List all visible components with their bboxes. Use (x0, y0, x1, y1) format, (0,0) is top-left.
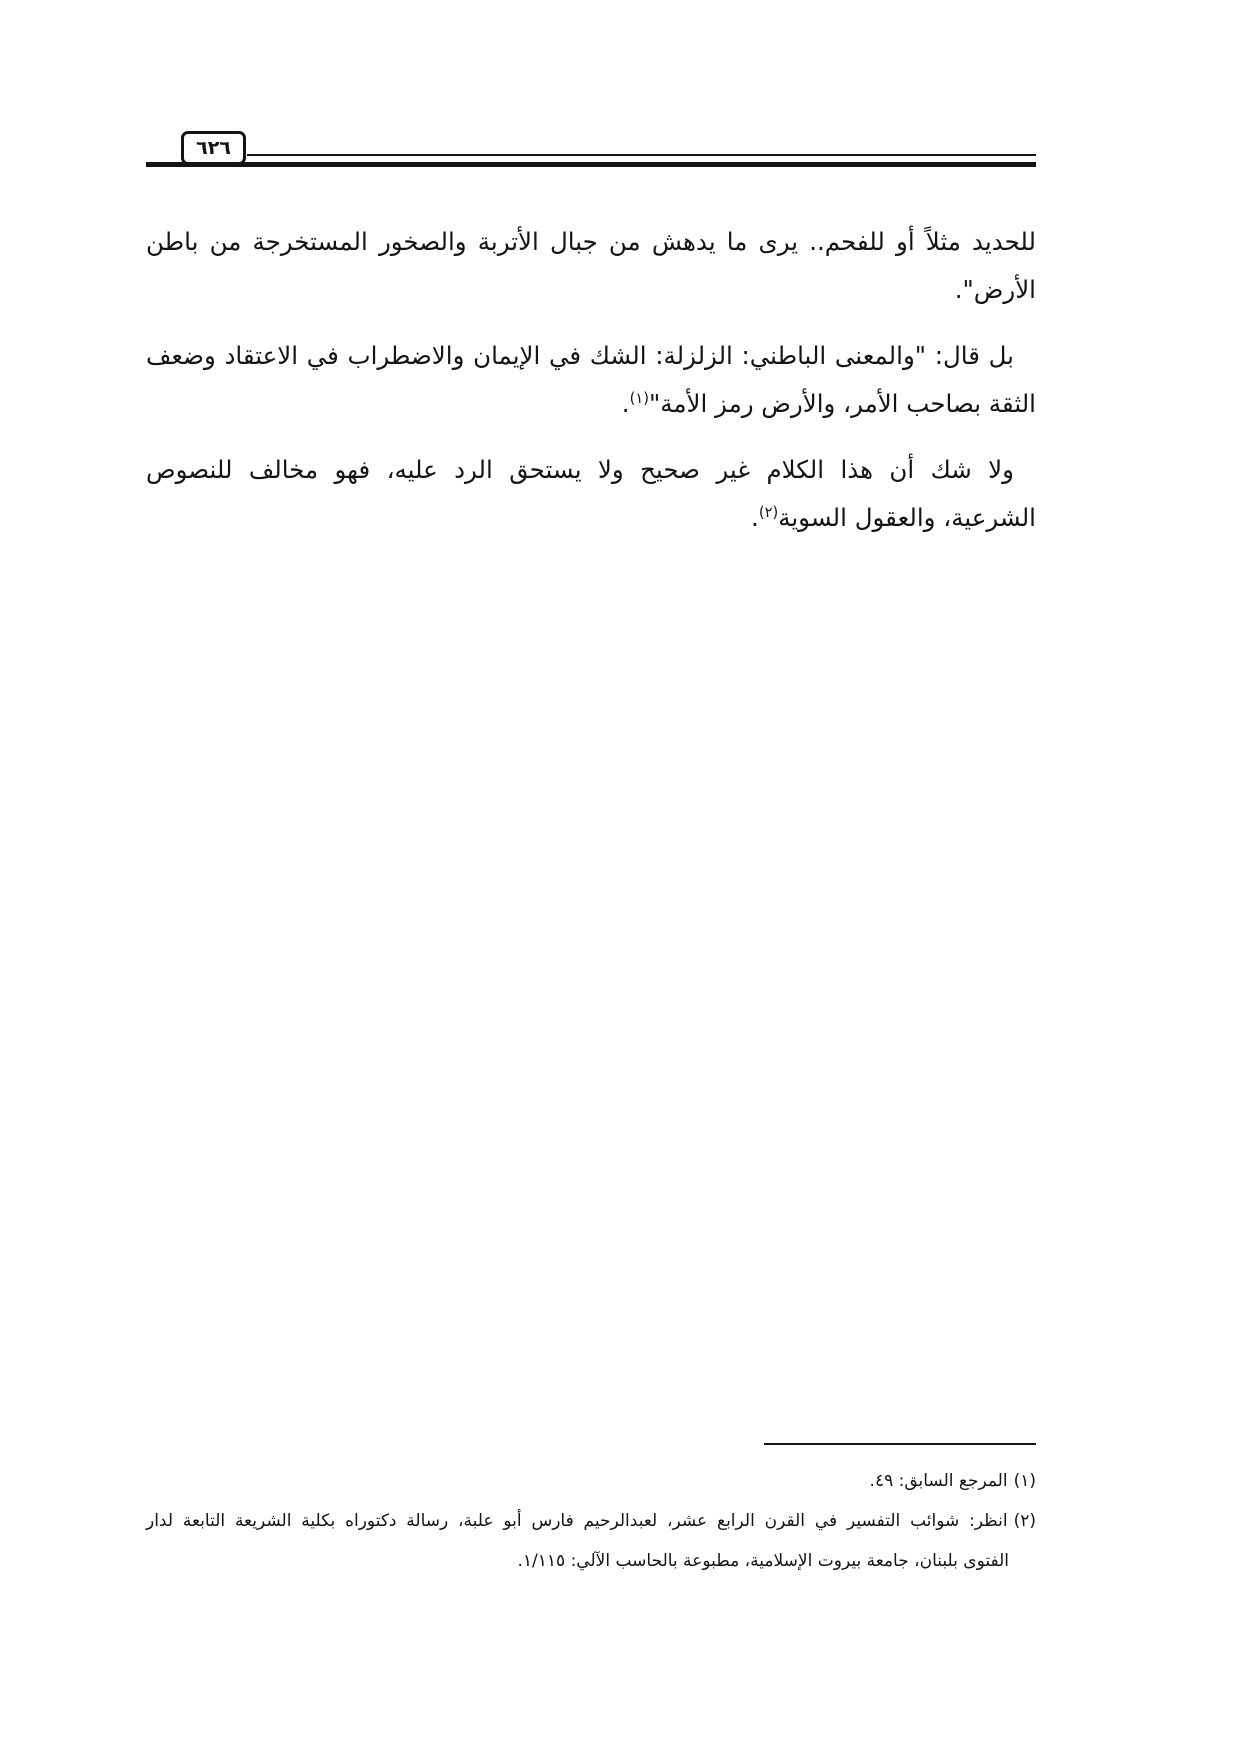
page-number: ٦٢٦ (196, 136, 231, 159)
footnote (146, 1501, 1036, 1581)
footnote (146, 1461, 1036, 1501)
header-rule-thick (146, 162, 1036, 167)
page-number-box (181, 131, 246, 165)
footnote-ref: (١) (629, 389, 649, 407)
text-line: بل قال: "والمعنى الباطني: الزلزلة: الشك في الإيمان والاضطراب في الاعتقاد وضعف (146, 341, 1014, 370)
footnote-text: الفتوى بلبنان، جامعة بيروت الإسلامية، مطبوعة بالحاسب الآلي: ١/١١٥. (517, 1551, 1009, 1571)
footnote-line (146, 1541, 1036, 1581)
text-line: للحديد مثلاً أو للفحم.. يرى ما يدهش من جبال الأتربة والصخور المستخرجة من باطن (146, 227, 1036, 256)
text-line (146, 380, 1036, 428)
footnote-text: انظر: شوائب التفسير في القرن الرابع عشر، لعبدالرحيم فارس أبو علبة، رسالة دكتوراه بكلية الشريعة التابعة لدار (146, 1511, 1008, 1531)
footnote-marker: (٢) (1013, 1511, 1036, 1531)
header-rule-thin (247, 154, 1036, 156)
text-run: الثقة بصاحب الأمر، والأرض رمز الأمة" (648, 389, 1036, 418)
paragraph (146, 218, 1036, 314)
footnote-ref: (٢) (758, 503, 779, 521)
text-line (146, 494, 1036, 542)
footnotes (146, 1461, 1036, 1581)
text-run: . (621, 389, 630, 418)
footnote-separator (764, 1443, 1036, 1445)
footnote-marker: (١) (1013, 1471, 1036, 1491)
text-run: الشرعية، والعقول السوية (778, 503, 1036, 532)
text-line: الأرض". (954, 275, 1036, 304)
text-run: . (751, 503, 759, 532)
text-line: ولا شك أن هذا الكلام غير صحيح ولا يستحق الرد عليه، فهو مخالف للنصوص (146, 455, 1014, 484)
body-text (146, 218, 1036, 560)
footnote-line (146, 1461, 1036, 1501)
paragraph (146, 446, 1036, 542)
paragraph (146, 332, 1036, 428)
footnote-text: المرجع السابق: ٤٩. (869, 1471, 1008, 1491)
footnote-line (146, 1501, 1036, 1541)
